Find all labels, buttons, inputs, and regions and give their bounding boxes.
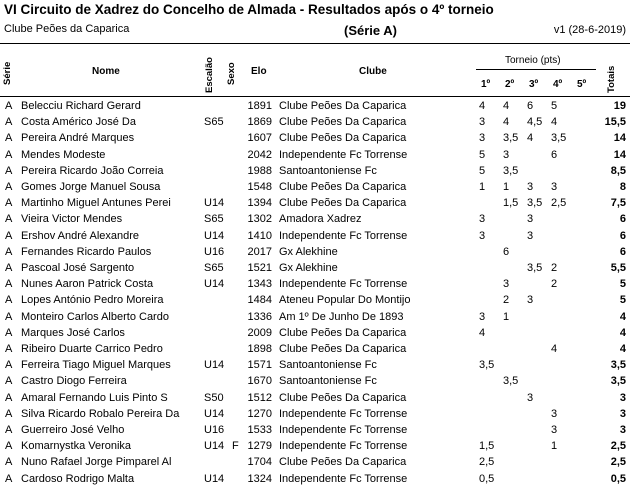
row-escalao: U16 — [204, 424, 225, 436]
row-serie: A — [5, 391, 13, 404]
row-nome: Castro Diogo Ferreira — [21, 375, 127, 388]
row-torneio-3: 3,5 — [527, 197, 543, 210]
row-serie: A — [5, 294, 13, 307]
row-torneio-1: 3 — [479, 213, 486, 226]
row-total: 8,5 — [610, 164, 626, 177]
table-row — [0, 98, 630, 114]
table-row — [0, 195, 630, 211]
row-total: 6 — [619, 229, 626, 242]
row-elo: 1270 — [247, 407, 272, 420]
row-serie: A — [5, 407, 13, 420]
row-nome: Mendes Modeste — [21, 148, 106, 161]
row-elo: 1410 — [247, 229, 272, 242]
row-torneio-2: 1 — [503, 181, 510, 193]
row-nome: Martinho Miguel Antunes Perei — [21, 197, 171, 210]
table-row — [0, 373, 630, 389]
row-serie: A — [5, 116, 13, 129]
row-serie: A — [5, 100, 13, 112]
row-total: 14 — [613, 132, 626, 145]
row-torneio-2: 4 — [503, 116, 510, 129]
row-nome: Pascoal José Sargento — [21, 262, 135, 274]
row-total: 3 — [619, 424, 626, 436]
row-total: 4 — [619, 326, 626, 339]
row-nome: Monteiro Carlos Alberto Cardo — [21, 310, 169, 323]
row-torneio-4: 6 — [551, 148, 558, 161]
row-total: 7,5 — [610, 197, 626, 210]
row-torneio-3: 4 — [527, 132, 534, 145]
row-total: 5,5 — [610, 262, 626, 274]
row-elo: 1279 — [247, 440, 272, 453]
row-nome: Marques José Carlos — [21, 326, 125, 339]
table-row — [0, 325, 630, 341]
row-escalao: U14 — [204, 197, 225, 210]
row-clube: Independente Fc Torrense — [279, 440, 408, 453]
table-row — [0, 179, 630, 195]
row-torneio-4: 1 — [551, 440, 558, 453]
row-torneio-1: 3 — [479, 132, 486, 145]
row-clube: Clube Peões Da Caparica — [279, 391, 407, 404]
row-clube: Santoantoniense Fc — [279, 164, 377, 177]
table-row — [0, 260, 630, 276]
row-elo: 1343 — [247, 278, 272, 291]
row-clube: Clube Peões Da Caparica — [279, 326, 407, 339]
row-torneio-3: 3,5 — [527, 262, 543, 274]
row-torneio-3: 3 — [527, 294, 534, 307]
row-torneio-3: 3 — [527, 213, 534, 226]
row-clube: Clube Peões Da Caparica — [279, 197, 407, 210]
header-t2: 2º — [505, 79, 515, 90]
row-serie: A — [5, 148, 13, 161]
row-elo: 1670 — [247, 375, 272, 388]
row-total: 5 — [619, 294, 626, 307]
row-elo: 2042 — [247, 148, 272, 161]
row-torneio-1: 4 — [479, 326, 486, 339]
row-elo: 2009 — [247, 326, 272, 339]
row-total: 5 — [619, 278, 626, 291]
row-total: 3 — [619, 391, 626, 404]
row-nome: Guerreiro José Velho — [21, 424, 125, 436]
table-row — [0, 130, 630, 146]
row-total: 19 — [613, 100, 626, 112]
series-subtitle: (Série A) — [344, 23, 397, 38]
header-bottom-divider — [0, 96, 630, 97]
row-serie: A — [5, 326, 13, 339]
row-nome: Gomes Jorge Manuel Sousa — [21, 181, 161, 193]
row-torneio-2: 1 — [503, 310, 510, 323]
table-row — [0, 276, 630, 292]
row-torneio-4: 3 — [551, 181, 558, 193]
row-torneio-1: 3 — [479, 116, 486, 129]
row-nome: Ferreira Tiago Miguel Marques — [21, 359, 171, 372]
row-nome: Ershov André Alexandre — [21, 229, 140, 242]
table-row — [0, 292, 630, 308]
row-serie: A — [5, 456, 13, 469]
row-torneio-4: 5 — [551, 100, 558, 112]
row-escalao: U14 — [204, 440, 225, 453]
table-row — [0, 422, 630, 438]
row-escalao: S65 — [204, 213, 224, 226]
header-escalao: Escalão — [204, 57, 215, 93]
row-clube: Amadora Xadrez — [279, 213, 362, 226]
row-torneio-4: 4 — [551, 116, 558, 129]
row-nome: Vieira Victor Mendes — [21, 213, 123, 226]
row-serie: A — [5, 262, 13, 274]
row-serie: A — [5, 181, 13, 193]
row-serie: A — [5, 440, 13, 453]
table-row — [0, 471, 630, 487]
row-torneio-2: 1,5 — [503, 197, 519, 210]
row-torneio-1: 3 — [479, 310, 486, 323]
row-elo: 1988 — [247, 164, 272, 177]
row-torneio-1: 3 — [479, 229, 486, 242]
row-total: 2,5 — [610, 440, 626, 453]
row-torneio-4: 2 — [551, 278, 558, 291]
row-elo: 1521 — [247, 262, 272, 274]
row-clube: Clube Peões Da Caparica — [279, 181, 407, 193]
row-serie: A — [5, 245, 13, 258]
row-elo: 2017 — [247, 245, 272, 258]
row-elo: 1484 — [247, 294, 272, 307]
row-nome: Komarnystka Veronika — [21, 440, 132, 453]
row-nome: Fernandes Ricardo Paulos — [21, 245, 152, 258]
row-serie: A — [5, 213, 13, 226]
row-torneio-1: 5 — [479, 164, 486, 177]
row-elo: 1869 — [247, 116, 272, 129]
row-serie: A — [5, 229, 13, 242]
table-row — [0, 454, 630, 470]
row-torneio-2: 3 — [503, 278, 510, 291]
row-nome: Ribeiro Duarte Carrico Pedro — [21, 343, 163, 355]
row-sexo: F — [232, 440, 239, 453]
table-row — [0, 114, 630, 130]
row-total: 0,5 — [610, 472, 626, 485]
row-clube: Gx Alekhine — [279, 245, 338, 258]
header-t5: 5º — [577, 79, 587, 90]
row-total: 14 — [613, 148, 626, 161]
row-elo: 1704 — [247, 456, 272, 469]
row-clube: Ateneu Popular Do Montijo — [279, 294, 411, 307]
row-torneio-1: 5 — [479, 148, 486, 161]
row-torneio-1: 2,5 — [479, 456, 495, 469]
row-clube: Gx Alekhine — [279, 262, 338, 274]
row-elo: 1548 — [247, 181, 272, 193]
header-torneio: Torneio (pts) — [505, 55, 561, 66]
row-serie: A — [5, 343, 13, 355]
header-serie: Série — [2, 61, 13, 85]
row-torneio-2: 3,5 — [503, 164, 519, 177]
row-serie: A — [5, 472, 13, 485]
row-nome: Lopes António Pedro Moreira — [21, 294, 164, 307]
row-total: 8 — [619, 181, 626, 193]
row-clube: Am 1º De Junho De 1893 — [279, 310, 404, 323]
row-nome: Pereira André Marques — [21, 132, 135, 145]
row-serie: A — [5, 278, 13, 291]
row-elo: 1607 — [247, 132, 272, 145]
row-total: 3,5 — [610, 375, 626, 388]
row-torneio-2: 3,5 — [503, 375, 519, 388]
row-elo: 1512 — [247, 391, 272, 404]
row-total: 6 — [619, 213, 626, 226]
table-row — [0, 341, 630, 357]
row-escalao: U14 — [204, 359, 225, 372]
row-escalao: U14 — [204, 472, 225, 485]
row-total: 3 — [619, 407, 626, 420]
row-torneio-1: 4 — [479, 100, 486, 112]
torneio-underline — [476, 69, 596, 70]
row-torneio-1: 3,5 — [479, 359, 495, 372]
row-escalao: U16 — [204, 245, 225, 258]
row-clube: Clube Peões Da Caparica — [279, 343, 407, 355]
row-escalao: S65 — [204, 116, 224, 129]
version-label: v1 (28-6-2019) — [553, 24, 626, 36]
row-serie: A — [5, 424, 13, 436]
row-nome: Cardoso Rodrigo Malta — [21, 472, 135, 485]
row-elo: 1336 — [247, 310, 272, 323]
row-clube: Clube Peões Da Caparica — [279, 116, 407, 129]
row-torneio-1: 1 — [479, 181, 486, 193]
row-clube: Independente Fc Torrense — [279, 407, 408, 420]
row-serie: A — [5, 164, 13, 177]
row-total: 4 — [619, 343, 626, 355]
header-clube: Clube — [359, 66, 387, 77]
row-escalao: U14 — [204, 229, 225, 242]
row-torneio-2: 3 — [503, 148, 510, 161]
table-row — [0, 406, 630, 422]
row-torneio-2: 6 — [503, 245, 510, 258]
row-nome: Costa Américo José Da — [21, 116, 136, 129]
row-total: 2,5 — [610, 456, 626, 469]
row-serie: A — [5, 310, 13, 323]
header-t4: 4º — [553, 79, 563, 90]
header-t3: 3º — [529, 79, 539, 90]
row-clube: Clube Peões Da Caparica — [279, 100, 407, 112]
row-torneio-4: 2 — [551, 262, 558, 274]
row-elo: 1533 — [247, 424, 272, 436]
row-clube: Independente Fc Torrense — [279, 472, 408, 485]
row-elo: 1891 — [247, 100, 272, 112]
row-serie: A — [5, 359, 13, 372]
table-row — [0, 211, 630, 227]
row-torneio-1: 1,5 — [479, 440, 495, 453]
row-nome: Silva Ricardo Robalo Pereira Da — [21, 407, 180, 420]
row-serie: A — [5, 132, 13, 145]
header-nome: Nome — [92, 66, 120, 77]
row-clube: Santoantoniense Fc — [279, 359, 377, 372]
row-elo: 1302 — [247, 213, 272, 226]
table-row — [0, 357, 630, 373]
table-row — [0, 244, 630, 260]
row-torneio-4: 3 — [551, 407, 558, 420]
row-serie: A — [5, 375, 13, 388]
row-torneio-4: 4 — [551, 343, 558, 355]
row-elo: 1324 — [247, 472, 272, 485]
row-torneio-1: 0,5 — [479, 472, 495, 485]
row-elo: 1571 — [247, 359, 272, 372]
row-total: 6 — [619, 245, 626, 258]
row-nome: Nuno Rafael Jorge Pimparel Al — [21, 456, 172, 469]
row-escalao: U14 — [204, 407, 225, 420]
row-torneio-2: 4 — [503, 100, 510, 112]
header-top-divider — [0, 43, 630, 44]
row-elo: 1898 — [247, 343, 272, 355]
row-clube: Clube Peões Da Caparica — [279, 456, 407, 469]
row-total: 15,5 — [604, 116, 626, 129]
header-sexo: Sexo — [226, 62, 237, 85]
row-escalao: U14 — [204, 278, 225, 291]
row-torneio-2: 3,5 — [503, 132, 519, 145]
row-torneio-3: 6 — [527, 100, 534, 112]
row-torneio-2: 2 — [503, 294, 510, 307]
table-row — [0, 147, 630, 163]
row-total: 4 — [619, 310, 626, 323]
row-serie: A — [5, 197, 13, 210]
row-torneio-4: 3 — [551, 424, 558, 436]
row-torneio-3: 3 — [527, 391, 534, 404]
row-nome: Nunes Aaron Patrick Costa — [21, 278, 154, 291]
header-elo: Elo — [251, 66, 267, 77]
row-nome: Belecciu Richard Gerard — [21, 100, 141, 112]
row-torneio-4: 3,5 — [551, 132, 567, 145]
table-row — [0, 309, 630, 325]
table-row — [0, 438, 630, 454]
row-torneio-4: 2,5 — [551, 197, 567, 210]
row-clube: Independente Fc Torrense — [279, 424, 408, 436]
row-torneio-3: 3 — [527, 229, 534, 242]
club-subtitle: Clube Peões da Caparica — [4, 23, 130, 35]
row-nome: Amaral Fernando Luis Pinto S — [21, 391, 168, 404]
table-row — [0, 228, 630, 244]
row-nome: Pereira Ricardo João Correia — [21, 164, 164, 177]
row-total: 3,5 — [610, 359, 626, 372]
row-clube: Santoantoniense Fc — [279, 375, 377, 388]
table-row — [0, 163, 630, 179]
page-title: VI Circuito de Xadrez do Concelho de Almada - Resultados após o 4º torneio — [4, 2, 494, 17]
row-clube: Independente Fc Torrense — [279, 148, 408, 161]
row-clube: Clube Peões Da Caparica — [279, 132, 407, 145]
header-t1: 1º — [481, 79, 491, 90]
row-elo: 1394 — [247, 197, 272, 210]
table-row — [0, 390, 630, 406]
row-clube: Independente Fc Torrense — [279, 278, 408, 291]
header-totais: Totais — [606, 65, 617, 93]
row-torneio-3: 3 — [527, 181, 534, 193]
row-clube: Independente Fc Torrense — [279, 229, 408, 242]
row-escalao: S50 — [204, 391, 224, 404]
row-escalao: S65 — [204, 262, 224, 274]
row-torneio-3: 4,5 — [527, 116, 543, 129]
